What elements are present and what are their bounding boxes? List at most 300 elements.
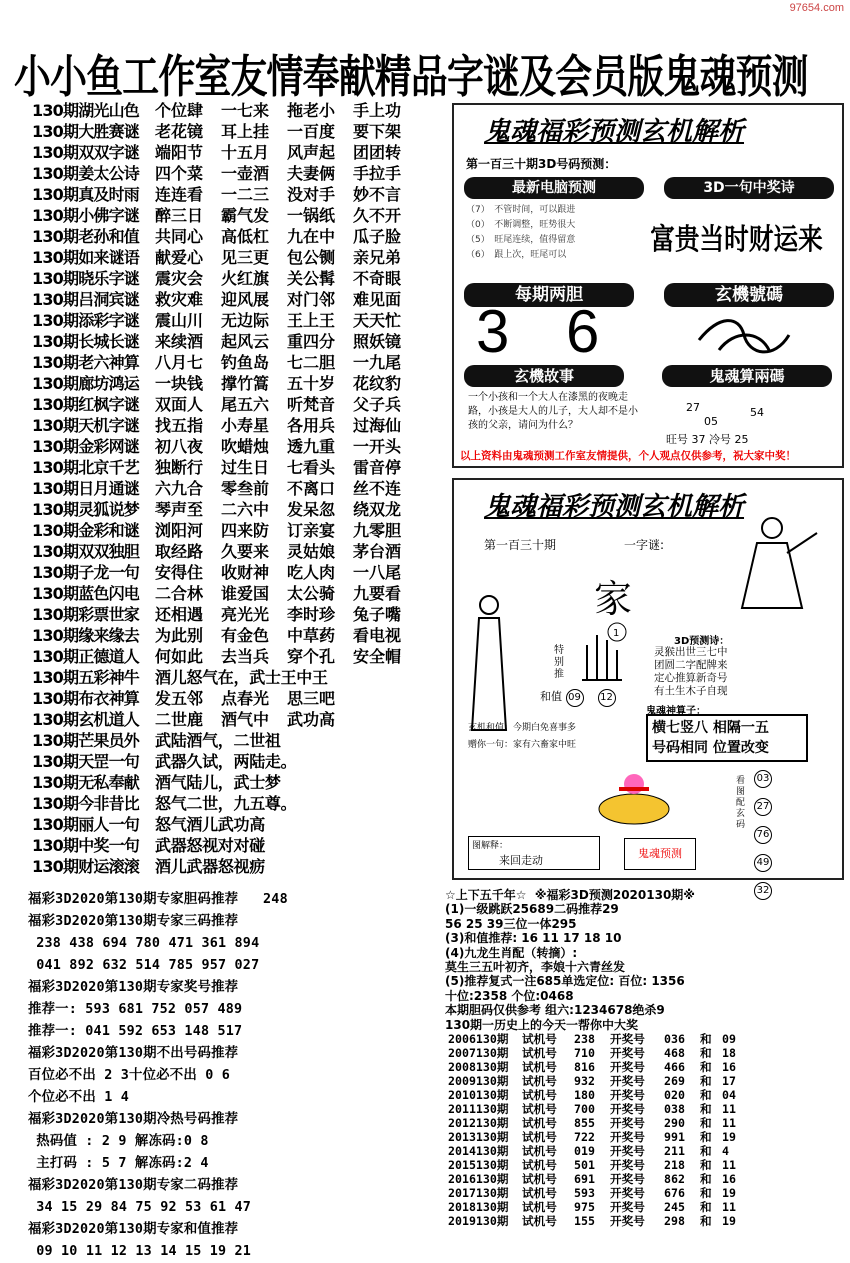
riddle-row (32, 583, 452, 604)
riddle-clue: 夫妻俩 (287, 164, 336, 183)
history-cell: 试机号 (522, 1060, 557, 1074)
riddle-source: 130期双双独胆 (32, 542, 139, 561)
riddle-clue: 订亲宴 (287, 521, 336, 540)
history-cell: 238 (574, 1032, 595, 1046)
riddle-clue: 迎风展 (221, 290, 270, 309)
riddle-source: 130期吕洞宾谜 (32, 290, 139, 309)
riddle-clue: 不离口 (287, 479, 336, 498)
riddle-clue: 包公铡 (287, 248, 336, 267)
hand-icon (572, 620, 632, 690)
riddle-clue: 风声起 (287, 143, 336, 162)
riddle-clue: 各用兵 (287, 416, 336, 435)
history-cell: 和 (700, 1046, 712, 1060)
history-cell: 180 (574, 1088, 595, 1102)
history-cell: 290 (664, 1116, 685, 1130)
riddle-list (32, 100, 452, 877)
panel1-subtitle: 第一百三十期3D号码预测： (466, 157, 617, 171)
prediction-line: (5)推荐复式一注685单选定位: 百位: 1356 (445, 974, 685, 989)
history-cell: 16 (722, 1172, 736, 1186)
panel2-title: 鬼魂福彩预测玄机解析 (484, 492, 745, 522)
riddle-row (32, 646, 452, 667)
riddle-clue: 雷音停 (353, 458, 402, 477)
site-watermark: 97654.com (789, 2, 844, 14)
recommendation-line: 福彩3D2020第130期专家和值推荐 (28, 1222, 239, 1237)
riddle-clue: 琴声至 (155, 500, 204, 519)
panel1-poem-title: 3D一句中奖诗 (664, 177, 834, 199)
riddle-row (32, 394, 452, 415)
riddle-clue: 浏阳河 (155, 521, 204, 540)
riddle-source: 130期如来谜语 (32, 248, 139, 267)
history-cell: 019 (574, 1144, 595, 1158)
prediction-line: (4)九龙生肖配（转摘）: (445, 945, 578, 960)
history-row (448, 1172, 848, 1186)
riddle-clue: 没对手 (287, 185, 336, 204)
panel2-issue: 第一百三十期 (484, 538, 557, 552)
riddle-clue: 双面人 (155, 395, 204, 414)
riddle-clue: 九在中 (287, 227, 336, 246)
riddle-clue: 关公髯 (287, 269, 336, 288)
panel1-dan-2: 6 (566, 298, 600, 365)
history-cell: 676 (664, 1186, 685, 1200)
panel2-kanpei: 看图配玄码 (736, 776, 746, 830)
sage-figure-icon (722, 508, 832, 618)
riddle-source: 130期湖光山色 (32, 101, 139, 120)
riddle-source: 130期老六神算 (32, 353, 139, 372)
recommendation-line: 主打码 : 5 7 解冻码:2 4 (28, 1156, 209, 1171)
riddle-row (32, 520, 452, 541)
riddle-clue: 酒儿怒气在，武士王中王 (155, 668, 328, 687)
history-row (448, 1200, 848, 1214)
riddle-clue: 一块钱 (155, 374, 204, 393)
recommendation-line: 34 15 29 84 75 92 53 61 47 (28, 1200, 252, 1215)
history-cell: 466 (664, 1060, 685, 1074)
recommendation-line: 个位必不出 1 4 (28, 1090, 130, 1105)
prediction-line: ☆上下五千年☆ ※福彩3D预测2020130期※ (445, 888, 695, 902)
riddle-row (32, 541, 452, 562)
history-row (448, 1088, 848, 1102)
history-cell: 2008130期 (448, 1060, 509, 1074)
riddle-clue: 收财神 (221, 563, 270, 582)
right-bottom-predictions (445, 888, 850, 1032)
riddle-row (32, 499, 452, 520)
riddle-clue: 找五指 (155, 416, 204, 435)
panel2-zimi-char: 家 (594, 577, 633, 621)
shi-line-4: 有土生木子自现 (654, 685, 728, 697)
kan-num-2: 27 (754, 798, 772, 816)
panel2-hezhi (540, 688, 616, 707)
history-cell: 试机号 (522, 1172, 557, 1186)
history-cell: 和 (700, 1144, 712, 1158)
shi-line-1: 灵猴出世三七中 (654, 646, 728, 658)
riddle-row (32, 751, 452, 772)
hezhi-num-2: 12 (598, 689, 616, 707)
riddle-row (32, 562, 452, 583)
mijue-line-2: 号码相同 位置改变 (652, 740, 769, 756)
riddle-clue: 吃人肉 (287, 563, 336, 582)
riddle-source: 130期缘来缘去 (32, 626, 139, 645)
riddle-row (32, 373, 452, 394)
tuijie-label: 图解释： (472, 841, 509, 851)
riddle-clue: 武陆酒气，二世祖 (155, 731, 281, 750)
kan-num-4: 49 (754, 854, 772, 872)
history-cell: 18 (722, 1046, 736, 1060)
history-cell: 2017130期 (448, 1186, 509, 1200)
history-cell: 和 (700, 1116, 712, 1130)
riddle-clue: 不奇眼 (353, 269, 402, 288)
history-cell: 691 (574, 1172, 595, 1186)
riddle-clue: 手拉手 (353, 164, 402, 183)
riddle-clue: 有金色 (221, 626, 270, 645)
recommendation-line: 福彩3D2020第130期专家奖号推荐 (28, 980, 239, 995)
history-cell: 245 (664, 1200, 685, 1214)
riddle-clue: 去当兵 (221, 647, 270, 666)
riddle-source: 130期中奖一句 (32, 836, 139, 855)
riddle-row (32, 730, 452, 751)
panel1-num-1: 27 (686, 401, 700, 414)
panel2-mijue-title: 鬼魂神算子： (646, 706, 706, 717)
panel2-kan-nums (754, 766, 776, 900)
riddle-clue: 茅台酒 (353, 542, 402, 561)
riddle-clue: 听梵音 (287, 395, 336, 414)
panel2-zeng: 赠你一句：家有六畜家中旺 (468, 740, 577, 750)
history-cell: 269 (664, 1074, 685, 1088)
history-cell: 开奖号 (610, 1046, 645, 1060)
riddle-clue: 一锅纸 (287, 206, 336, 225)
history-cell: 211 (664, 1144, 685, 1158)
history-cell: 和 (700, 1060, 712, 1074)
panel1-two-dan-title: 每期两胆 (464, 283, 634, 307)
recommendation-line: 百位必不出 2 3十位必不出 0 6 (28, 1068, 231, 1083)
history-cell: 开奖号 (610, 1102, 645, 1116)
recommendation-line: 热码值 : 2 9 解冻码:0 8 (28, 1134, 209, 1149)
panel1-wang: 旺号 37 冷号 25 (666, 433, 749, 446)
history-cell: 468 (664, 1046, 685, 1060)
riddle-clue: 李时珍 (287, 605, 336, 624)
riddle-clue: 六九合 (155, 479, 204, 498)
history-cell: 和 (700, 1032, 712, 1046)
riddle-clue: 拖老小 (287, 101, 336, 120)
panel1-footer: 以上资料由鬼魂预测工作室友情提供，个人观点仅供参考，祝大家中奖！ (460, 450, 796, 462)
riddle-source: 130期彩票世家 (32, 605, 139, 624)
riddle-row (32, 835, 452, 856)
riddle-source: 130期子龙一句 (32, 563, 139, 582)
riddle-clue: 小寿星 (221, 416, 270, 435)
riddle-source: 130期布衣神算 (32, 689, 139, 708)
riddle-row (32, 121, 452, 142)
history-row (448, 1060, 848, 1074)
riddle-clue: 取经路 (155, 542, 204, 561)
riddle-clue: 手上功 (353, 101, 402, 120)
riddle-clue: 何如此 (155, 647, 204, 666)
history-row (448, 1144, 848, 1158)
history-cell: 试机号 (522, 1102, 557, 1116)
riddle-clue: 献爱心 (155, 248, 204, 267)
panel1-computer-title: 最新电脑预测 (464, 177, 644, 199)
riddle-row (32, 478, 452, 499)
riddle-source: 130期日月通谜 (32, 479, 139, 498)
riddle-clue: 初八夜 (155, 437, 204, 456)
history-cell: 816 (574, 1060, 595, 1074)
history-row (448, 1116, 848, 1130)
riddle-clue: 连连看 (155, 185, 204, 204)
riddle-clue: 一二三 (221, 185, 270, 204)
history-cell: 开奖号 (610, 1116, 645, 1130)
history-row (448, 1032, 848, 1046)
riddle-clue: 瓜子脸 (353, 227, 402, 246)
history-cell: 501 (574, 1158, 595, 1172)
riddle-clue: 一开头 (353, 437, 402, 456)
riddle-row (32, 226, 452, 247)
riddle-row (32, 184, 452, 205)
riddle-source: 130期蓝色闪电 (32, 584, 139, 603)
riddle-source: 130期金彩和谜 (32, 521, 139, 540)
history-cell: 试机号 (522, 1186, 557, 1200)
riddle-source: 130期晓乐字谜 (32, 269, 139, 288)
prediction-line: 莫生三五叶初齐，李娘十六青丝发 (445, 959, 626, 974)
history-cell: 试机号 (522, 1074, 557, 1088)
recommendation-list (28, 889, 438, 1263)
history-cell: 17 (722, 1074, 736, 1088)
history-cell: 155 (574, 1214, 595, 1228)
history-cell: 试机号 (522, 1214, 557, 1228)
riddle-clue: 过生日 (221, 458, 270, 477)
riddle-clue: 怒气酒儿武功高 (155, 815, 265, 834)
history-cell: 862 (664, 1172, 685, 1186)
riddle-clue: 花纹豹 (353, 374, 402, 393)
riddle-source: 130期红枫字谜 (32, 395, 139, 414)
tuijie-text: 来回走动 (499, 854, 543, 867)
riddle-source: 130期姜太公诗 (32, 164, 139, 183)
riddle-clue: 无边际 (221, 311, 270, 330)
riddle-row (32, 163, 452, 184)
kan-num-3: 76 (754, 826, 772, 844)
riddle-clue: 二合林 (155, 584, 204, 603)
history-cell: 2010130期 (448, 1088, 509, 1102)
hezhi-num-1: 09 (566, 689, 584, 707)
riddle-clue: 一九尾 (353, 353, 402, 372)
riddle-clue: 绕双龙 (353, 500, 402, 519)
panel2-tuijie-box (468, 836, 600, 870)
history-cell: 开奖号 (610, 1060, 645, 1074)
history-cell: 4 (722, 1144, 729, 1158)
riddle-source: 130期大胜赛谜 (32, 122, 139, 141)
riddle-source: 130期长城长谜 (32, 332, 139, 351)
history-row (448, 1214, 848, 1228)
panel1-xuanji-title: 玄機號碼 (664, 283, 834, 307)
riddle-source: 130期财运滚滚 (32, 857, 139, 876)
riddle-row (32, 604, 452, 625)
panel1-poem: 富贵当时财运来 (650, 222, 823, 256)
riddle-clue: 还相遇 (155, 605, 204, 624)
history-cell: 开奖号 (610, 1088, 645, 1102)
history-cell: 218 (664, 1158, 685, 1172)
riddle-source: 130期正德道人 (32, 647, 139, 666)
recommendation-line: 福彩3D2020第130期冷热号码推荐 (28, 1112, 239, 1127)
panel1-num-2: 05 (704, 415, 718, 428)
riddle-source: 130期金彩网谜 (32, 437, 139, 456)
history-table (448, 1032, 848, 1228)
recommendation-line: 09 10 11 12 13 14 15 19 21 (28, 1244, 252, 1259)
riddle-clue: 七二胆 (287, 353, 336, 372)
history-cell: 11 (722, 1200, 736, 1214)
riddle-clue: 武功高 (287, 710, 336, 729)
riddle-row (32, 142, 452, 163)
history-cell: 991 (664, 1130, 685, 1144)
recommendation-line: 041 892 632 514 785 957 027 (28, 958, 260, 973)
riddle-clue: 难见面 (353, 290, 402, 309)
riddle-clue: 十五月 (221, 143, 270, 162)
riddle-clue: 救灾难 (155, 290, 204, 309)
history-row (448, 1046, 848, 1060)
riddle-clue: 撑竹篙 (221, 374, 270, 393)
riddle-source: 130期廊坊鸿运 (32, 374, 139, 393)
history-cell: 开奖号 (610, 1074, 645, 1088)
panel2-zimi-label: 一字谜: (624, 538, 665, 552)
riddle-clue: 个位肆 (155, 101, 204, 120)
recommendation-line: 推荐一: 593 681 752 057 489 (28, 1002, 243, 1017)
riddle-clue: 零叁前 (221, 479, 270, 498)
handwritten-code-icon (689, 310, 809, 370)
history-cell: 开奖号 (610, 1158, 645, 1172)
history-cell: 298 (664, 1214, 685, 1228)
riddle-clue: 久不开 (353, 206, 402, 225)
history-cell: 试机号 (522, 1200, 557, 1214)
panel1-num-3: 54 (750, 406, 764, 419)
shi-line-3: 定心推算新奇号 (654, 672, 728, 684)
history-cell: 2012130期 (448, 1116, 509, 1130)
panel2-shi (654, 646, 728, 698)
riddle-row (32, 814, 452, 835)
riddle-source: 130期真及时雨 (32, 185, 139, 204)
panel2-xuanji-hezhi: 玄机和值：今期白免喜事多 (468, 723, 577, 733)
history-cell: 试机号 (522, 1032, 557, 1046)
riddle-clue: 安全帽 (353, 647, 402, 666)
riddle-source: 130期今非昔比 (32, 794, 139, 813)
riddle-clue: 尾五六 (221, 395, 270, 414)
prediction-line: 本期胆码仅供参考 组六:1234678绝杀9 (445, 1003, 665, 1018)
history-cell: 试机号 (522, 1130, 557, 1144)
panel1-story: 一个小孩和一个大人在漆黑的夜晚走路，小孩是大人的儿子，大人却不是小孩的父亲，请问为什么？ (468, 392, 638, 431)
riddle-clue: 父子兵 (353, 395, 402, 414)
riddle-row (32, 268, 452, 289)
riddle-clue: 天天忙 (353, 311, 402, 330)
history-cell: 19 (722, 1130, 736, 1144)
riddle-clue: 震灾会 (155, 269, 204, 288)
riddle-clue: 见三更 (221, 248, 270, 267)
history-cell: 855 (574, 1116, 595, 1130)
history-cell: 710 (574, 1046, 595, 1060)
recommendation-line: 推荐一: 041 592 653 148 517 (28, 1024, 243, 1039)
history-cell: 开奖号 (610, 1214, 645, 1228)
figure-riding-icon (584, 764, 694, 834)
riddle-source: 130期芒果员外 (32, 731, 139, 750)
riddle-clue: 亮光光 (221, 605, 270, 624)
history-row (448, 1102, 848, 1116)
riddle-clue: 丝不连 (353, 479, 402, 498)
riddle-row (32, 205, 452, 226)
prediction-line: 56 25 39三位一体295 (445, 916, 577, 931)
history-cell: 开奖号 (610, 1032, 645, 1046)
history-cell: 开奖号 (610, 1172, 645, 1186)
history-cell: 11 (722, 1116, 736, 1130)
prediction-line: (3)和值推荐: 16 11 17 18 10 (445, 931, 622, 946)
riddle-clue: 二六中 (221, 500, 270, 519)
riddle-clue: 钓鱼岛 (221, 353, 270, 372)
riddle-clue: 霸气发 (221, 206, 270, 225)
riddle-source: 130期丽人一句 (32, 815, 139, 834)
riddle-clue: 吹蜡烛 (221, 437, 270, 456)
history-cell: 038 (664, 1102, 685, 1116)
page-title: 小小鱼工作室友情奉献精品字谜及会员版鬼魂预测 (14, 50, 808, 103)
riddle-clue: 为此别 (155, 626, 204, 645)
riddle-clue: 中草药 (287, 626, 336, 645)
riddle-source: 130期无私奉献 (32, 773, 139, 792)
riddle-row (32, 415, 452, 436)
history-cell: 试机号 (522, 1088, 557, 1102)
riddle-clue: 灵姑娘 (287, 542, 336, 561)
history-cell: 19 (722, 1186, 736, 1200)
riddle-clue: 酒儿武器怒视疬 (155, 857, 265, 876)
history-cell: 试机号 (522, 1116, 557, 1130)
riddle-source: 130期双双字谜 (32, 143, 139, 162)
riddle-clue: 独断行 (155, 458, 204, 477)
panel2-mijue (646, 714, 808, 762)
history-cell: 和 (700, 1158, 712, 1172)
history-cell: 975 (574, 1200, 595, 1214)
history-cell: 700 (574, 1102, 595, 1116)
riddle-row (32, 793, 452, 814)
panel1-guihun-title: 鬼魂算兩碼 (662, 365, 832, 387)
riddle-clue: 亲兄弟 (353, 248, 402, 267)
recommendation-line: 福彩3D2020第130期专家二码推荐 (28, 1178, 239, 1193)
riddle-clue: 发呆忽 (287, 500, 336, 519)
history-row (448, 1074, 848, 1088)
prediction-line: 130期一历史上的今天一帮你中大奖 (445, 1017, 639, 1032)
history-cell: 722 (574, 1130, 595, 1144)
history-cell: 09 (722, 1032, 736, 1046)
riddle-clue: 二世鹿 (155, 710, 204, 729)
riddle-row (32, 772, 452, 793)
history-cell: 2013130期 (448, 1130, 509, 1144)
riddle-clue: 火红旗 (221, 269, 270, 288)
hezhi-label: 和值 (540, 690, 562, 703)
riddle-row (32, 856, 452, 877)
riddle-clue: 四个菜 (155, 164, 204, 183)
riddle-row (32, 667, 452, 688)
history-cell: 开奖号 (610, 1186, 645, 1200)
riddle-row (32, 625, 452, 646)
riddle-clue: 团团转 (353, 143, 402, 162)
riddle-clue: 高低杠 (221, 227, 270, 246)
riddle-clue: 对门邻 (287, 290, 336, 309)
shi-line-2: 团圆二字配牌来 (654, 659, 728, 671)
riddle-row (32, 457, 452, 478)
riddle-clue: 武器久试，两陆走。 (155, 752, 297, 771)
riddle-row (32, 100, 452, 121)
history-cell: 和 (700, 1186, 712, 1200)
history-cell: 开奖号 (610, 1130, 645, 1144)
prediction-panel-1 (452, 103, 844, 468)
kan-num-5: 32 (754, 882, 772, 900)
history-cell: 开奖号 (610, 1144, 645, 1158)
prediction-line: 十位:2358 个位:0468 (445, 988, 574, 1003)
recommendation-line: 福彩3D2020第130期专家三码推荐 (28, 914, 239, 929)
riddle-source: 130期天罡一句 (32, 752, 139, 771)
prediction-line: (1)一级跳跃25689二码推荐29 (445, 902, 619, 917)
riddle-clue: 端阳节 (155, 143, 204, 162)
riddle-row (32, 289, 452, 310)
history-cell: 2015130期 (448, 1158, 509, 1172)
